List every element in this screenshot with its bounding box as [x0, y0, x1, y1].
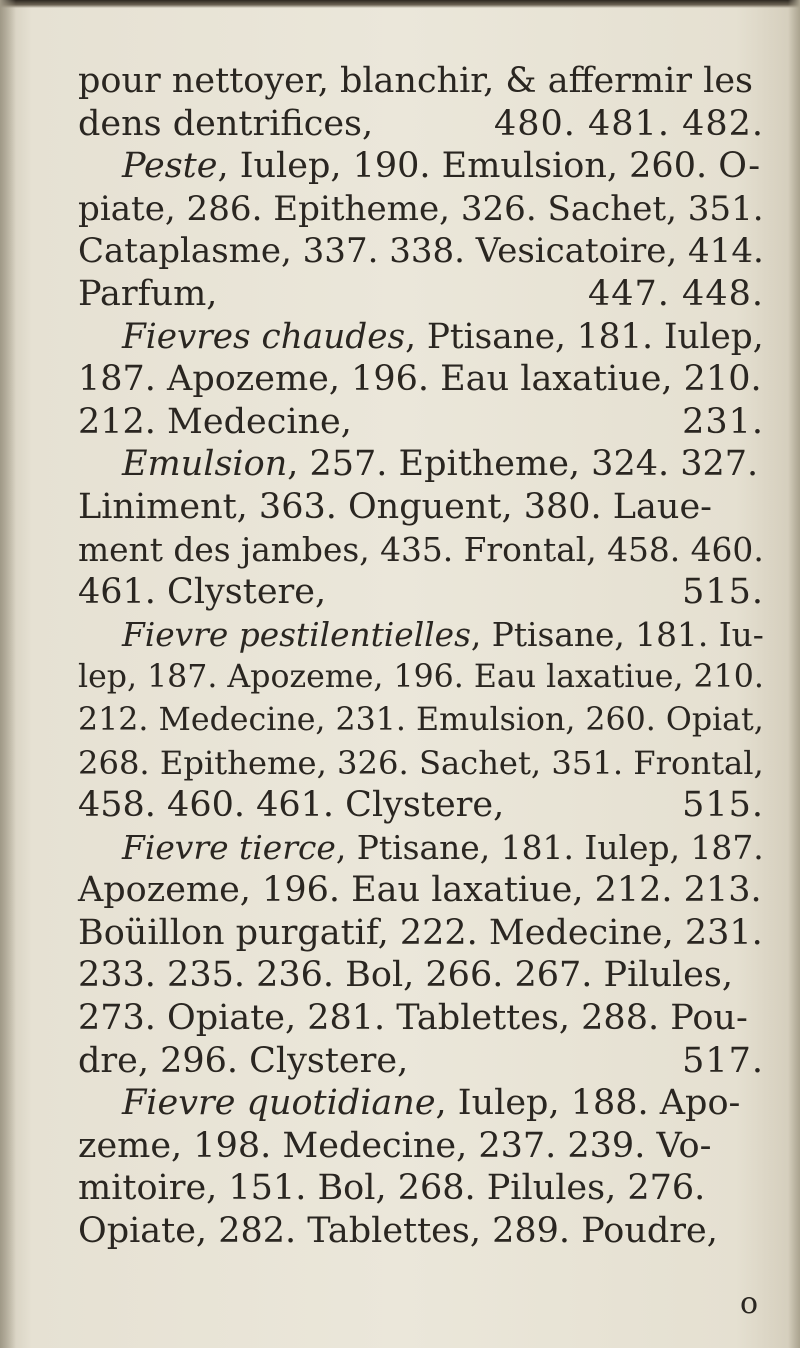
- line-text: Opiate, 282. Tablettes, 289. Poudre,: [78, 1211, 718, 1252]
- line-text: dens dentrifices,: [78, 103, 374, 144]
- line-text: , Iulep, 188. Apo-: [435, 1083, 741, 1124]
- line-text: Apozeme, 196. Eau laxatiue, 212. 213.: [78, 870, 762, 911]
- page-reference: 480. 481. 482.: [493, 103, 764, 144]
- line-text: 273. Opiate, 281. Tablettes, 288. Pou-: [78, 998, 748, 1039]
- text-line: [78, 103, 764, 146]
- text-line: [78, 827, 764, 870]
- text-line: [78, 486, 764, 529]
- line-text: Boüillon purgatif, 222. Medecine, 231.: [78, 912, 763, 953]
- text-line: [78, 273, 764, 316]
- text-line: [78, 401, 764, 444]
- text-line: [78, 529, 764, 572]
- page-right-edge: [788, 0, 800, 1348]
- line-text: Parfum,: [78, 273, 218, 314]
- text-line: [78, 1125, 764, 1168]
- catchword: o: [740, 1286, 759, 1321]
- page-reference: 515.: [682, 785, 764, 826]
- text-line: [78, 145, 764, 188]
- entry-heading: Fievre quotidiane: [122, 1083, 436, 1124]
- entry-heading: Fievres chaudes: [122, 316, 406, 357]
- line-text: , Ptisane, 181. Iu-: [470, 615, 764, 654]
- text-line: [78, 1082, 764, 1125]
- text-line: [78, 1040, 764, 1083]
- entry-heading: Fievre tierce: [122, 827, 336, 867]
- line-text: 212. Medecine,: [78, 401, 352, 442]
- text-line: [78, 316, 764, 359]
- line-text: pour nettoyer, blanchir, & affermir les: [78, 61, 753, 101]
- line-text: piate, 286. Epitheme, 326. Sachet, 351.: [78, 188, 764, 229]
- text-line: [78, 571, 764, 614]
- text-line: [78, 188, 764, 231]
- text-line: [78, 60, 764, 103]
- line-text: 268. Epitheme, 326. Sachet, 351. Frontal,: [78, 743, 764, 782]
- line-text: , 257. Epitheme, 324. 327.: [287, 444, 759, 485]
- line-text: , Iulep, 190. Emulsion, 260. O-: [217, 146, 761, 187]
- line-text: Cataplasme, 337. 338. Vesicatoire, 414.: [78, 231, 764, 272]
- text-line: [78, 742, 764, 785]
- line-text: 458. 460. 461. Clystere,: [78, 785, 505, 826]
- text-line: [78, 358, 764, 401]
- page-reference: 447. 448.: [588, 273, 764, 314]
- text-line: [78, 699, 764, 742]
- text-line: [78, 614, 764, 657]
- text-line: [78, 869, 764, 912]
- line-text: Liniment, 363. Onguent, 380. Laue-: [78, 486, 712, 527]
- entry-heading: Peste: [122, 146, 218, 187]
- text-line: [78, 656, 764, 699]
- text-line: [78, 1167, 764, 1210]
- text-line: [78, 443, 764, 486]
- line-text: 461. Clystere,: [78, 572, 327, 613]
- page-reference: 231.: [682, 401, 764, 442]
- line-text: ment des jambes, 435. Frontal, 458. 460.: [78, 530, 764, 569]
- text-line: [78, 230, 764, 273]
- line-text: , Ptisane, 181. Iulep, 187.: [335, 827, 764, 867]
- text-line: [78, 784, 764, 827]
- line-text: 212. Medecine, 231. Emulsion, 260. Opiat,: [78, 701, 764, 738]
- page-gutter-shadow: [0, 0, 16, 1348]
- text-line: [78, 954, 764, 997]
- line-text: 187. Apozeme, 196. Eau laxatiue, 210.: [78, 359, 762, 400]
- index-text-block: [78, 60, 764, 1253]
- page-top-edge: [0, 0, 800, 8]
- page-reference: 517.: [682, 1040, 764, 1081]
- line-text: dre, 296. Clystere,: [78, 1040, 409, 1081]
- text-line: [78, 912, 764, 955]
- line-text: lep, 187. Apozeme, 196. Eau laxatiue, 210.: [78, 659, 764, 696]
- line-text: mitoire, 151. Bol, 268. Pilules, 276.: [78, 1168, 706, 1209]
- page-reference: 515.: [682, 572, 764, 613]
- line-text: , Ptisane, 181. Iulep,: [405, 316, 764, 357]
- entry-heading: Fievre pestilentielles: [122, 615, 471, 654]
- text-line: [78, 1210, 764, 1253]
- entry-heading: Emulsion: [122, 444, 288, 485]
- line-text: zeme, 198. Medecine, 237. 239. Vo-: [78, 1125, 712, 1166]
- text-line: [78, 997, 764, 1040]
- line-text: 233. 235. 236. Bol, 266. 267. Pilules,: [78, 955, 733, 996]
